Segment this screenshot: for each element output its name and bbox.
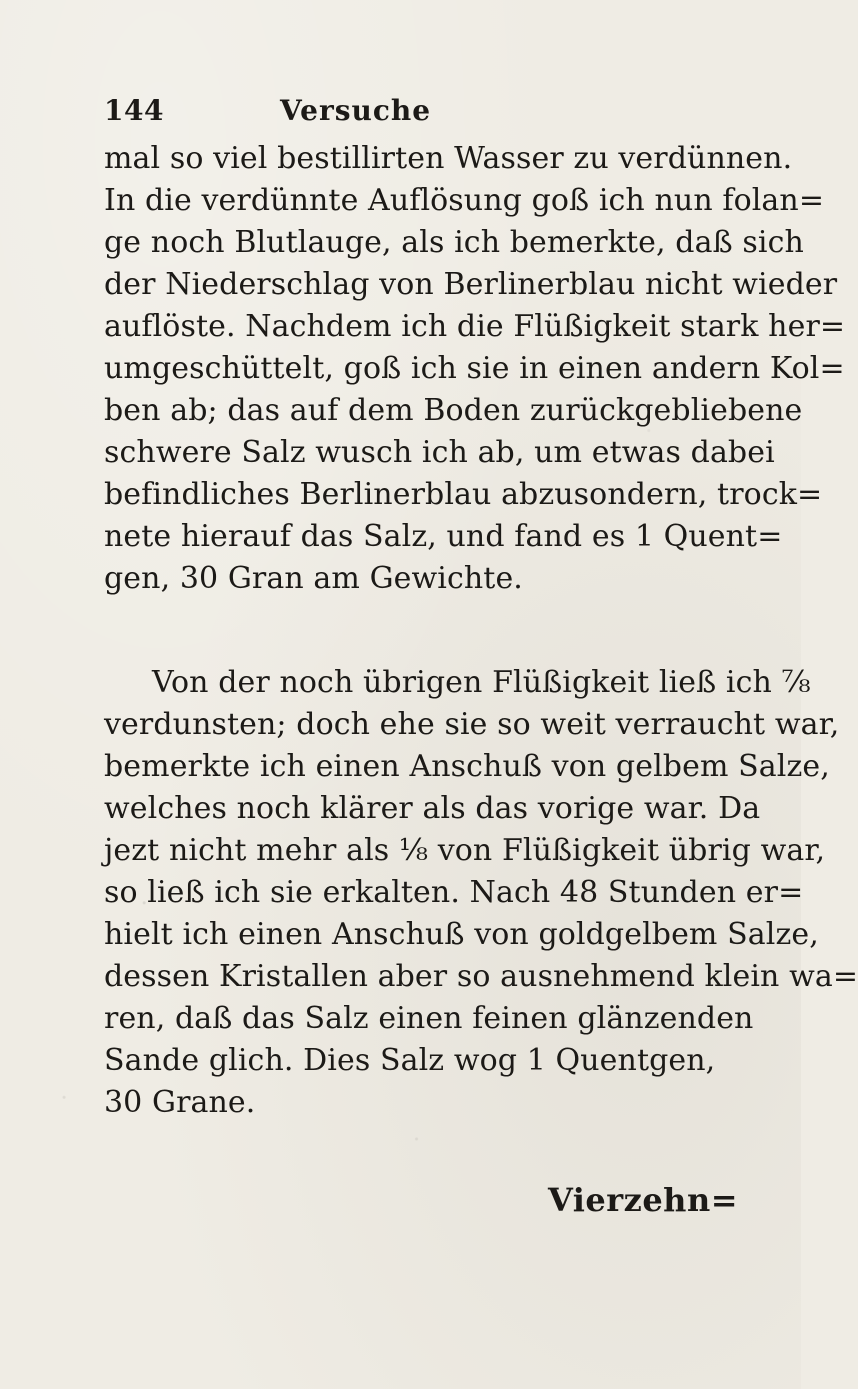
catchword: Vierzehn= — [548, 1181, 739, 1219]
text-line: verdunsten; doch ehe sie so weit verraucht war, — [104, 707, 840, 742]
text-line: Sande glich. Dies Salz wog 1 Quentgen, — [104, 1043, 716, 1078]
running-head: Versuche — [280, 94, 432, 127]
text-line: so ließ ich sie erkalten. Nach 48 Stunden er= — [104, 875, 804, 910]
text-line: gen, 30 Gran am Gewichte. — [104, 561, 523, 596]
text-line: dessen Kristallen aber so ausnehmend klein wa= — [104, 959, 858, 994]
page-header — [104, 94, 704, 136]
text-line: hielt ich einen Anschuß von goldgelbem Salze, — [104, 917, 819, 952]
text-line: In die verdünnte Auflösung goß ich nun folan= — [104, 183, 825, 218]
text-line: ge noch Blutlauge, als ich bemerkte, daß sich — [104, 225, 804, 260]
text-line: umgeschüttelt, goß ich sie in einen andern Kol= — [104, 351, 845, 386]
paragraph-1 — [104, 138, 846, 600]
paragraph-2 — [104, 662, 858, 1124]
text-line: 30 Grane. — [104, 1085, 256, 1120]
text-line: befindliches Berlinerblau abzusondern, trock= — [104, 477, 823, 512]
text-line: mal so viel bestillirten Wasser zu verdünnen. — [104, 141, 793, 176]
text-line: der Niederschlag von Berlinerblau nicht wieder — [104, 267, 838, 302]
text-line: bemerkte ich einen Anschuß von gelbem Salze, — [104, 749, 830, 784]
text-line: auflöste. Nachdem ich die Flüßigkeit stark her= — [104, 309, 846, 344]
text-line: ben ab; das auf dem Boden zurückgebliebene — [104, 393, 803, 428]
text-line: nete hierauf das Salz, und fand es 1 Quent= — [104, 519, 783, 554]
text-line: Von der noch übrigen Flüßigkeit ließ ich ⅞ — [152, 665, 811, 700]
text-line: ren, daß das Salz einen feinen glänzenden — [104, 1001, 754, 1036]
text-line: schwere Salz wusch ich ab, um etwas dabei — [104, 435, 775, 470]
text-line: jezt nicht mehr als ⅛ von Flüßigkeit übrig war, — [104, 833, 826, 868]
text-line: welches noch klärer als das vorige war. Da — [104, 791, 761, 826]
page-number: 144 — [104, 94, 164, 127]
